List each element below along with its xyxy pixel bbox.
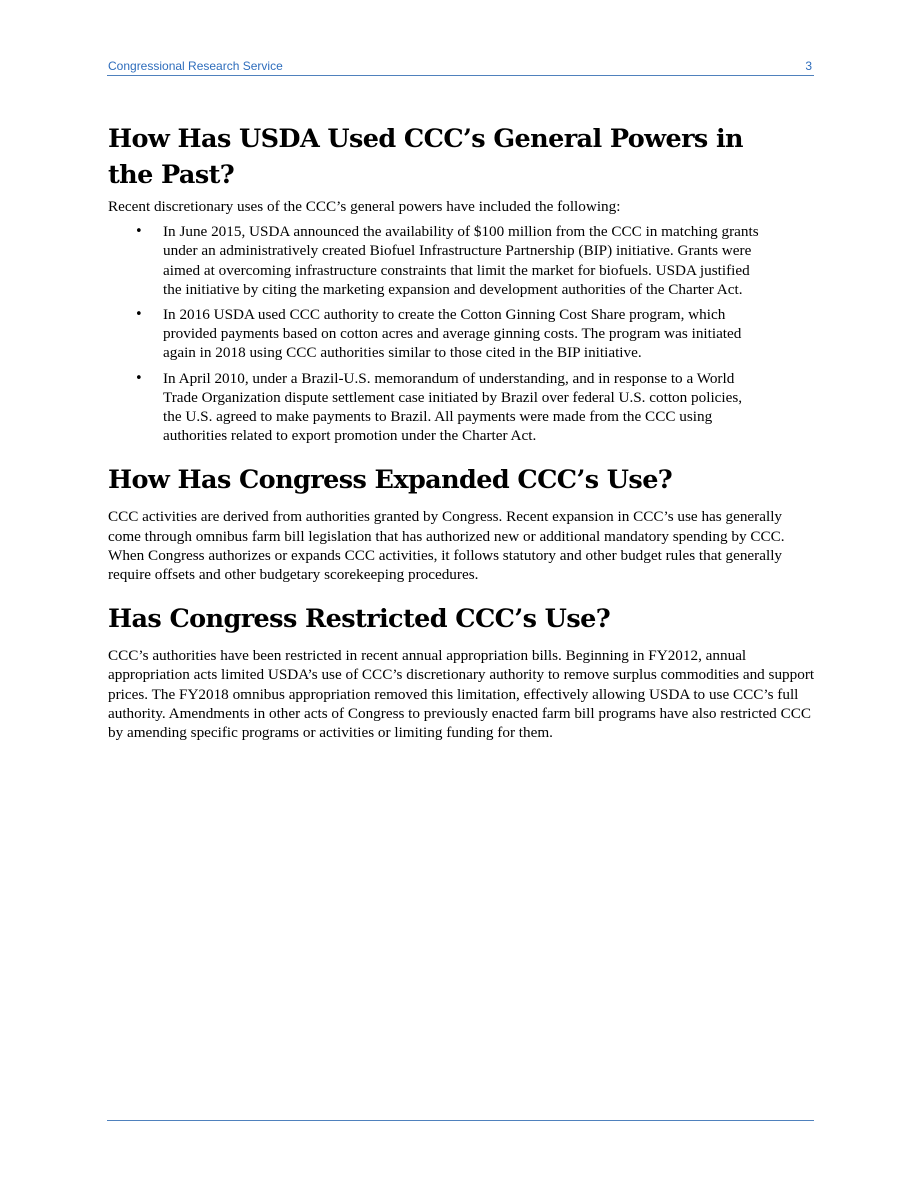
document-body xyxy=(108,121,818,742)
section-restricted-use xyxy=(108,601,818,742)
page-header xyxy=(107,59,814,76)
section-body-expanded-use: CCC activities are derived from authorities granted by Congress. Recent expansion in CCC’s use has generally come through omnibus farm bill legislation that has authorized new or additional mandatory spending by CCC. When Congress authorizes or expands CCC activities, it follows statutory and other budget rules that generally require offsets and other budgetary scorekeeping procedures. xyxy=(108,508,785,584)
page-number: 3 xyxy=(805,59,812,73)
section-body-restricted-use: CCC’s authorities have been restricted in recent annual appropriation bills. Beginning in FY2012, annual appropriation acts limited USDA’s use of CCC’s discretionary authority to remove surplus commodities and support prices. The FY2018 omnibus appropriation removed this limitation, effectively allowing USDA to use CCC’s full authority. Amendments in other acts of Congress to previously enacted farm bill programs have also restricted CCC by amending specific programs or activities or limiting funding for them. xyxy=(108,647,815,742)
section-expanded-use xyxy=(108,462,818,584)
footer-rule xyxy=(107,1120,814,1121)
bullet-text: In 2016 USDA used CCC authority to create the Cotton Ginning Cost Share program, which provided payments based on cotton acres and average ginning costs. The program was initiated again in 2018 using CCC authorities similar to those cited in the BIP initiative. xyxy=(163,306,742,362)
bullet-text: In April 2010, under a Brazil-U.S. memorandum of understanding, and in response to a World Trade Organization dispute settlement case initiated by Brazil over federal U.S. cotton policies, the U.S. agreed to make payments to Brazil. All payments were made from the CCC using authorities related to export promotion under the Charter Act. xyxy=(163,369,743,445)
bullet-icon: • xyxy=(135,307,143,323)
bullet-text: In June 2015, USDA announced the availability of $100 million from the CCC in matching grants under an administratively created Biofuel Infrastructure Partnership (BIP) initiative. Grants were aimed at overcoming infrastructure constraints that limit the market for biofuels. USDA justified the initiative by citing the marketing expansion and development authorities of the Charter Act. xyxy=(163,223,759,298)
bullet-icon: • xyxy=(135,370,143,386)
section-heading-restricted-use: Has Congress Restricted CCC’s Use? xyxy=(108,604,611,635)
section-past-uses xyxy=(108,121,818,445)
section-intro-past-uses: Recent discretionary uses of the CCC’s general powers have included the following: xyxy=(108,198,621,215)
header-organization: Congressional Research Service xyxy=(108,59,283,73)
bullet-item xyxy=(108,305,818,363)
section-heading-expanded-use: How Has Congress Expanded CCC’s Use? xyxy=(108,465,673,496)
bullet-item xyxy=(108,222,818,299)
bullet-list xyxy=(108,222,818,445)
bullet-item xyxy=(108,369,818,446)
bullet-icon: • xyxy=(135,224,143,240)
section-heading-past-uses: How Has USDA Used CCC’s General Powers in the Past? xyxy=(108,124,743,190)
